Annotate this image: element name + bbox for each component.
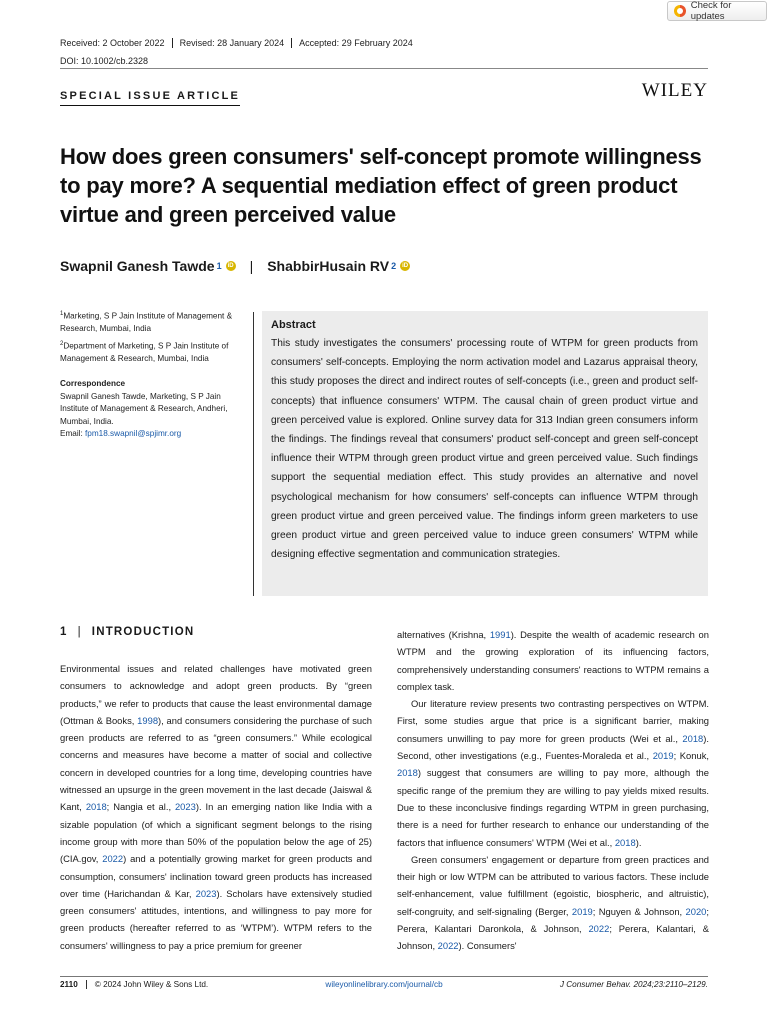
citation-link[interactable]: 2018 (614, 836, 636, 848)
body-text: ; Perera, Kalantari Daronkola, & Johnson, (397, 905, 709, 935)
body-text: ). Second, other investigations (e.g., Fuentes-Moraleda et al., (397, 732, 709, 762)
affiliation (60, 338, 250, 366)
section-bar: | (77, 626, 82, 638)
check-for-updates-button[interactable] (667, 1, 767, 21)
abstract-box (262, 311, 708, 596)
citation-link[interactable]: 2022 (102, 853, 124, 865)
footer-divider (60, 976, 708, 977)
citation-link[interactable]: 2023 (174, 801, 196, 813)
journal-citation: J Consumer Behav. 2024;23:2110–2129. (559, 980, 708, 989)
citation-link[interactable]: 2020 (685, 905, 707, 917)
column-divider (253, 312, 254, 596)
body-text: ; Nguyen & Johnson, (592, 905, 686, 917)
author-list (60, 258, 410, 274)
citation-link[interactable]: 2022 (588, 923, 610, 935)
page-footer (60, 980, 708, 989)
intro-paragraph (397, 851, 709, 955)
affiliation-marker: 2 (60, 341, 64, 347)
author-affiliation-marker[interactable]: 2 (391, 261, 397, 271)
body-text: ). Scholars have extensively studied green consumers' attitudes, intentions, and willingness to pay more for green products (hereafter referred to as ‘WTPM’). WTPM refers to the consumers' willingness to pay a price premium for greener (60, 887, 372, 951)
intro-paragraph (60, 660, 372, 954)
check-for-updates-label: Check for updates (690, 0, 732, 22)
body-text: ) and a potentially growing market for green products and consumption, consumers' inclination toward green products has increased over time (Harichandan & Kar, (60, 853, 372, 899)
article-title: How does green consumers' self-concept promote willingness to pay more? A sequential mediation effect of green product virtue and green perceived value (60, 144, 702, 227)
orcid-icon[interactable]: iD (402, 263, 409, 269)
affiliation-marker: 1 (60, 311, 64, 317)
publisher-logo: WILEY (641, 80, 708, 101)
article-type: SPECIAL ISSUE ARTICLE (60, 90, 240, 106)
right-column (397, 626, 709, 955)
citation-link[interactable]: 2019 (571, 905, 593, 917)
header-divider (60, 68, 708, 69)
body-text: ). Consumers' (458, 940, 517, 952)
body-text: ; Nangia et al., (106, 801, 175, 813)
body-text: ). Despite the wealth of academic research on WTPM and the growing exploration of its influencing factors, comprehensively understanding consumers' reactions to WTPM remains a complex task. (397, 629, 709, 692)
email-label: Email: (60, 429, 83, 438)
citation-link[interactable]: 1991 (489, 629, 511, 640)
body-text: alternatives (Krishna, (397, 629, 490, 640)
affiliation (60, 308, 250, 336)
section-heading (60, 626, 194, 638)
body-text: Green consumers' engagement or departure from green practices and their high or low WTPM can be attributed to various factors. These include self-enhancement, value fulfillment (egoistic, biospheric, and altruistic), self-congruity, and self-signaling (Berger, (397, 853, 709, 917)
body-text: ; Perera, Kalantari, & Johnson, (397, 923, 709, 952)
email-link[interactable]: fpm18.swapnil@spjimr.org (85, 429, 182, 438)
body-text: ) suggest that consumers are willing to pay more, although the specific range of the premium they are willing to pay yields mixed results. Due to these inconclusive findings regarding WTPM in green purchasing, there is a need for further research to enhance our understanding of the factors that influence consumers' WTPM (Wei et al., (397, 767, 709, 848)
correspondence-heading: Correspondence (60, 379, 126, 388)
affiliation-text: Marketing, S P Jain Institute of Management & Research, Mumbai, India (60, 311, 233, 334)
body-text: Environmental issues and related challenges have motivated green consumers to acknowledge and adopt green products. By “green products,” we refer to products that cause the least environmental damage (Ottman & Books, (60, 663, 372, 726)
correspondence (60, 378, 250, 441)
intro-paragraph (397, 626, 709, 695)
section-title: INTRODUCTION (91, 626, 195, 638)
abstract-heading: Abstract (271, 319, 316, 331)
abstract-text: This study investigates the consumers' processing route of WTPM for green products from consumers' self-concepts. Employing the norm activation model and Lazarus appraisal theory, this study proposes the direct and indirect routes of self-concepts (i.e., green and product self-concepts) that influence consumers' WTPM. The causal chain of green product virtue and green perceived value is explored. Online survey data for 313 Indian green consumers inform the findings. The findings reveal that consumers' product self-concept and green self-concept influence their WTPM through green product virtue and green perceived value. Such findings support the sequential mediation effect. This study provides an alternative and novel psychological mechanism for how consumers' self-concepts can influence WTPM through green product virtue and green perceived value. The findings inform green marketers to use green product virtue and green perceived value to induce green consumers' WTPM while designing effective segmentation and communication strategies. (271, 338, 698, 561)
body-text: ), and consumers considering the purchase of such green products are referred to as “green consumers.” While ecological concerns and measures have become a matter of social and collective concern in developed countries for a long time, developing countries have witnessed an upsurge in the green movement in the last decade (Jaiswal & Kant, (60, 714, 372, 813)
section-number: 1 (60, 626, 68, 638)
author-affiliation-marker[interactable]: 1 (216, 261, 222, 271)
author-separator: | (249, 258, 254, 274)
citation-link[interactable]: 2018 (397, 767, 418, 779)
intro-paragraph (397, 695, 709, 851)
check-for-updates-icon (674, 5, 686, 17)
affiliation-text: Department of Marketing, S P Jain Institute of Management & Research, Mumbai, India (60, 341, 229, 364)
orcid-icon[interactable]: iD (227, 263, 234, 269)
citation-link[interactable]: 2018 (85, 801, 107, 813)
doi: DOI: 10.1002/cb.2328 (60, 56, 149, 66)
page-number: 2110 (60, 980, 78, 989)
body-text: Our literature review presents two contrasting perspectives on WTPM. First, some studies argue that price is a significant barrier, making consumers unwilling to pay more for green products (Wei et al., (397, 698, 709, 744)
body-text: ). (635, 836, 642, 848)
body-text: ; Konuk, (673, 750, 709, 762)
journal-url-link[interactable]: wileyonlinelibrary.com/journal/cb (325, 980, 443, 989)
citation-link[interactable]: 2018 (682, 732, 704, 744)
author-name[interactable]: Swapnil Ganesh Tawde (60, 258, 215, 274)
author-name[interactable]: ShabbirHusain RV (267, 258, 390, 274)
accepted-date: Accepted: 29 February 2024 (291, 38, 420, 48)
citation-link[interactable]: 2023 (195, 887, 217, 899)
correspondence-text: Swapnil Ganesh Tawde, Marketing, S P Jain Institute of Management & Research, Andheri, Mumbai, India. (60, 391, 228, 426)
citation-link[interactable]: 2022 (437, 940, 459, 952)
citation-link[interactable]: 2019 (652, 750, 674, 762)
copyright: © 2024 John Wiley & Sons Ltd. (86, 980, 208, 989)
article-dates (60, 38, 420, 48)
body-text: ). In an emerging nation like India with a sizable population (of which a significant segment belongs to the rising income group with more than 50% of the population below the age of 25) (CIA.gov, (60, 801, 372, 865)
revised-date: Revised: 28 January 2024 (172, 38, 292, 48)
citation-link[interactable]: 1998 (137, 714, 159, 726)
left-column (60, 660, 372, 954)
received-date: Received: 2 October 2022 (60, 38, 165, 48)
